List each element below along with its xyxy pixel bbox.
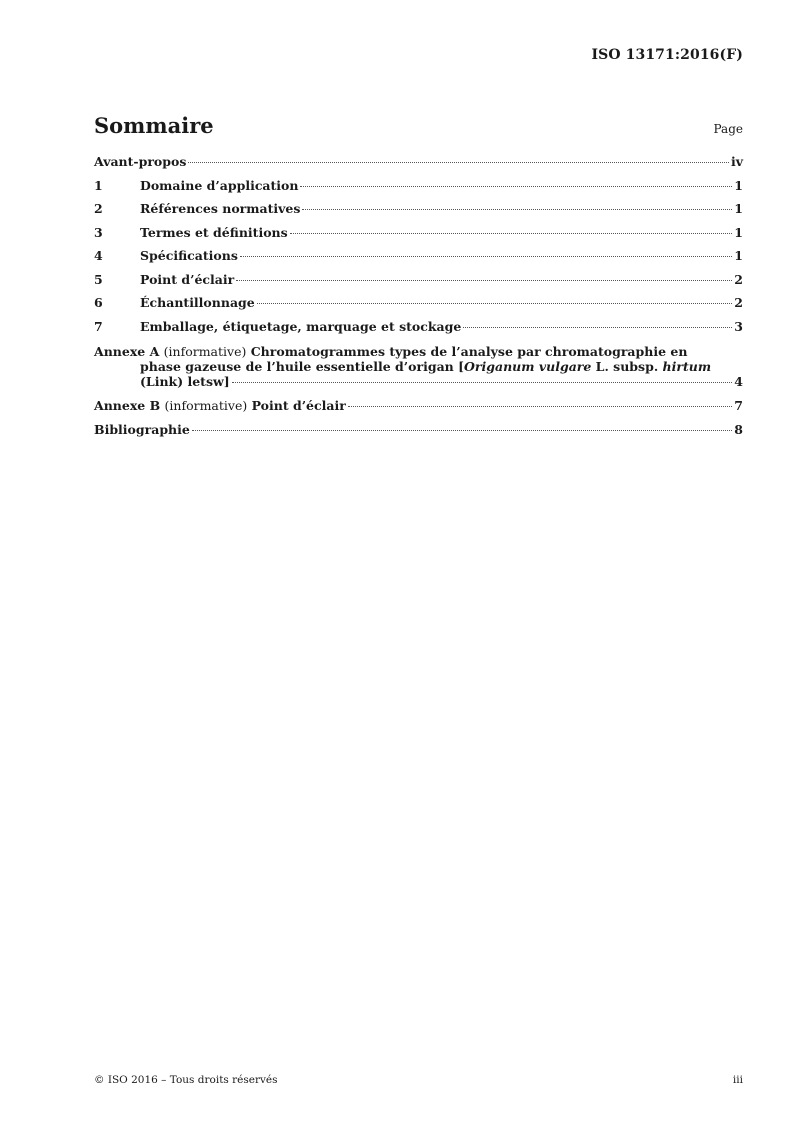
toc-entry-clause-3[interactable] bbox=[94, 225, 743, 249]
toc-entry-page: 1 bbox=[734, 177, 743, 193]
toc-entry-page: 2 bbox=[734, 271, 743, 287]
toc-entry-number: 5 bbox=[94, 271, 103, 287]
toc-entry-page: 1 bbox=[734, 224, 743, 240]
toc-entry-clause-2[interactable] bbox=[94, 201, 743, 225]
annex-label: Annexe A bbox=[94, 344, 160, 359]
toc-entry-page: iv bbox=[730, 154, 743, 169]
toc-entry-title: Emballage, étiquetage, marquage et stockage bbox=[140, 318, 462, 334]
dot-leader bbox=[188, 162, 729, 163]
toc-entry-title: Domaine d’application bbox=[140, 177, 299, 193]
toc-entry-clause-4[interactable] bbox=[94, 248, 743, 272]
annex-type: (informative) bbox=[163, 344, 247, 359]
toc-entry-page: 1 bbox=[734, 248, 743, 263]
annex-a-second-line bbox=[94, 359, 743, 374]
toc-entry-clause-6[interactable] bbox=[94, 295, 743, 319]
document-reference: ISO 13171:2016(F) bbox=[591, 47, 743, 63]
toc-entry-title: Termes et définitions bbox=[140, 224, 288, 240]
toc-entry-number: 2 bbox=[94, 201, 103, 216]
toc-entry-annex-a[interactable] bbox=[94, 344, 743, 392]
annex-title: Point d’éclair bbox=[251, 398, 346, 413]
annex-title-line2-a: phase gazeuse de l’huile essentielle d’origan [ bbox=[140, 359, 465, 374]
toc-entry-title bbox=[94, 398, 346, 413]
toc-entry-clause-1[interactable] bbox=[94, 178, 743, 202]
dot-leader bbox=[257, 303, 733, 304]
dot-leader bbox=[348, 406, 733, 407]
toc-entry-title: Avant-propos bbox=[94, 154, 187, 169]
toc-entry-bibliography[interactable] bbox=[94, 422, 743, 446]
table-of-contents bbox=[94, 154, 743, 445]
annex-title-subspecies: hirtum bbox=[662, 359, 712, 374]
copyright-notice: © ISO 2016 – Tous droits réservés bbox=[94, 1074, 278, 1086]
page-title: Sommaire bbox=[94, 113, 214, 138]
toc-entry-title: Références normatives bbox=[140, 201, 301, 216]
toc-entry-page: 3 bbox=[734, 318, 743, 334]
annex-type: (informative) bbox=[164, 398, 248, 413]
toc-entry-title: Échantillonnage bbox=[140, 295, 255, 310]
annex-title-line3: (Link) letsw] bbox=[140, 374, 230, 389]
page-footer bbox=[94, 1074, 743, 1086]
toc-entry-number: 7 bbox=[94, 318, 103, 334]
toc-entry-page: 8 bbox=[734, 421, 743, 437]
page-number: iii bbox=[732, 1074, 743, 1086]
toc-entry-clause-7[interactable] bbox=[94, 319, 743, 343]
toc-entry-page: 2 bbox=[734, 295, 743, 310]
toc-entry-number: 4 bbox=[94, 248, 103, 263]
toc-entry-annex-b[interactable] bbox=[94, 398, 743, 422]
annex-title-line1: Chromatogrammes types de l’analyse par chromatographie en bbox=[250, 344, 688, 359]
toc-entry-title: Point d’éclair bbox=[140, 271, 235, 287]
toc-entry-foreword[interactable] bbox=[94, 154, 743, 178]
toc-entry-number: 1 bbox=[94, 177, 103, 193]
dot-leader bbox=[463, 327, 732, 328]
dot-leader bbox=[232, 382, 733, 383]
toc-entry-number: 3 bbox=[94, 224, 103, 240]
annex-a-third-line bbox=[94, 374, 743, 392]
annex-title-line2-b: L. subsp. bbox=[591, 359, 663, 374]
toc-entry-title: Spécifications bbox=[140, 248, 238, 263]
dot-leader bbox=[300, 186, 732, 187]
dot-leader bbox=[192, 430, 732, 431]
dot-leader bbox=[240, 256, 732, 257]
annex-title-species: Origanum vulgare bbox=[464, 359, 592, 374]
annex-a-first-line bbox=[94, 344, 743, 359]
dot-leader bbox=[290, 233, 733, 234]
toc-entry-clause-5[interactable] bbox=[94, 272, 743, 296]
toc-entry-number: 6 bbox=[94, 295, 103, 310]
title-row bbox=[94, 113, 743, 138]
toc-entry-page: 7 bbox=[734, 398, 743, 413]
page-column-label: Page bbox=[713, 122, 743, 136]
annex-label: Annexe B bbox=[94, 398, 161, 413]
toc-entry-page: 4 bbox=[734, 374, 743, 389]
toc-entry-page: 1 bbox=[734, 201, 743, 216]
dot-leader bbox=[302, 209, 732, 210]
dot-leader bbox=[236, 280, 732, 281]
toc-entry-title: Bibliographie bbox=[94, 421, 190, 437]
